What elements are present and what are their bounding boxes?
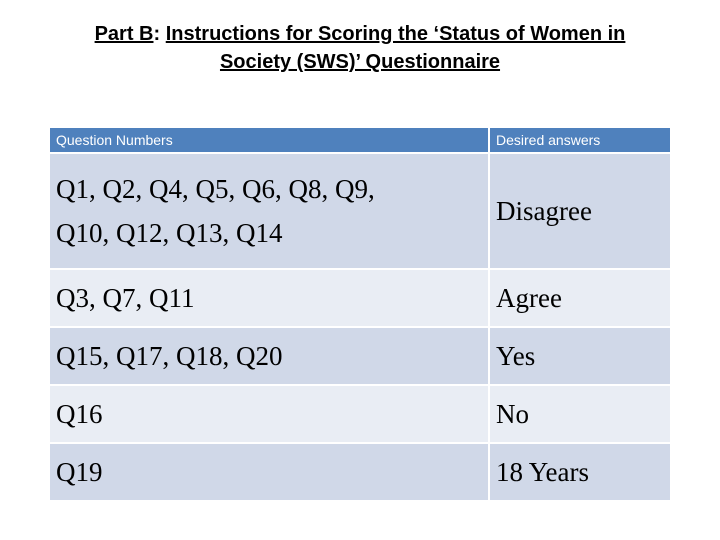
answer-cell: Agree xyxy=(489,269,671,327)
table-row xyxy=(49,269,671,327)
answer-cell: Disagree xyxy=(489,153,671,269)
header-desired-answers: Desired answers xyxy=(489,127,671,153)
question-cell xyxy=(49,153,489,269)
title-line-2 xyxy=(20,48,700,76)
scoring-table xyxy=(48,126,672,502)
question-cell: Q19 xyxy=(49,443,489,501)
answer-cell: 18 Years xyxy=(489,443,671,501)
table-header-row xyxy=(49,127,671,153)
title-text-line-2: Society (SWS)’ Questionnaire xyxy=(219,51,501,73)
table-row xyxy=(49,443,671,501)
question-cell-line-1: Q1, Q2, Q4, Q5, Q6, Q8, Q9, xyxy=(56,174,375,204)
title-line-1 xyxy=(20,20,700,48)
title-text-line-1: Instructions for Scoring the ‘Status of Women in xyxy=(165,23,626,45)
table-row xyxy=(49,327,671,385)
page-title xyxy=(20,20,700,76)
title-part-label: Part B xyxy=(94,23,154,45)
title-colon: : xyxy=(153,23,161,45)
table-row xyxy=(49,153,671,269)
question-cell: Q3, Q7, Q11 xyxy=(49,269,489,327)
table-row xyxy=(49,385,671,443)
answer-cell: Yes xyxy=(489,327,671,385)
answer-cell: No xyxy=(489,385,671,443)
header-question-numbers: Question Numbers xyxy=(49,127,489,153)
question-cell: Q15, Q17, Q18, Q20 xyxy=(49,327,489,385)
question-cell-line-2: Q10, Q12, Q13, Q14 xyxy=(56,218,283,248)
question-cell: Q16 xyxy=(49,385,489,443)
